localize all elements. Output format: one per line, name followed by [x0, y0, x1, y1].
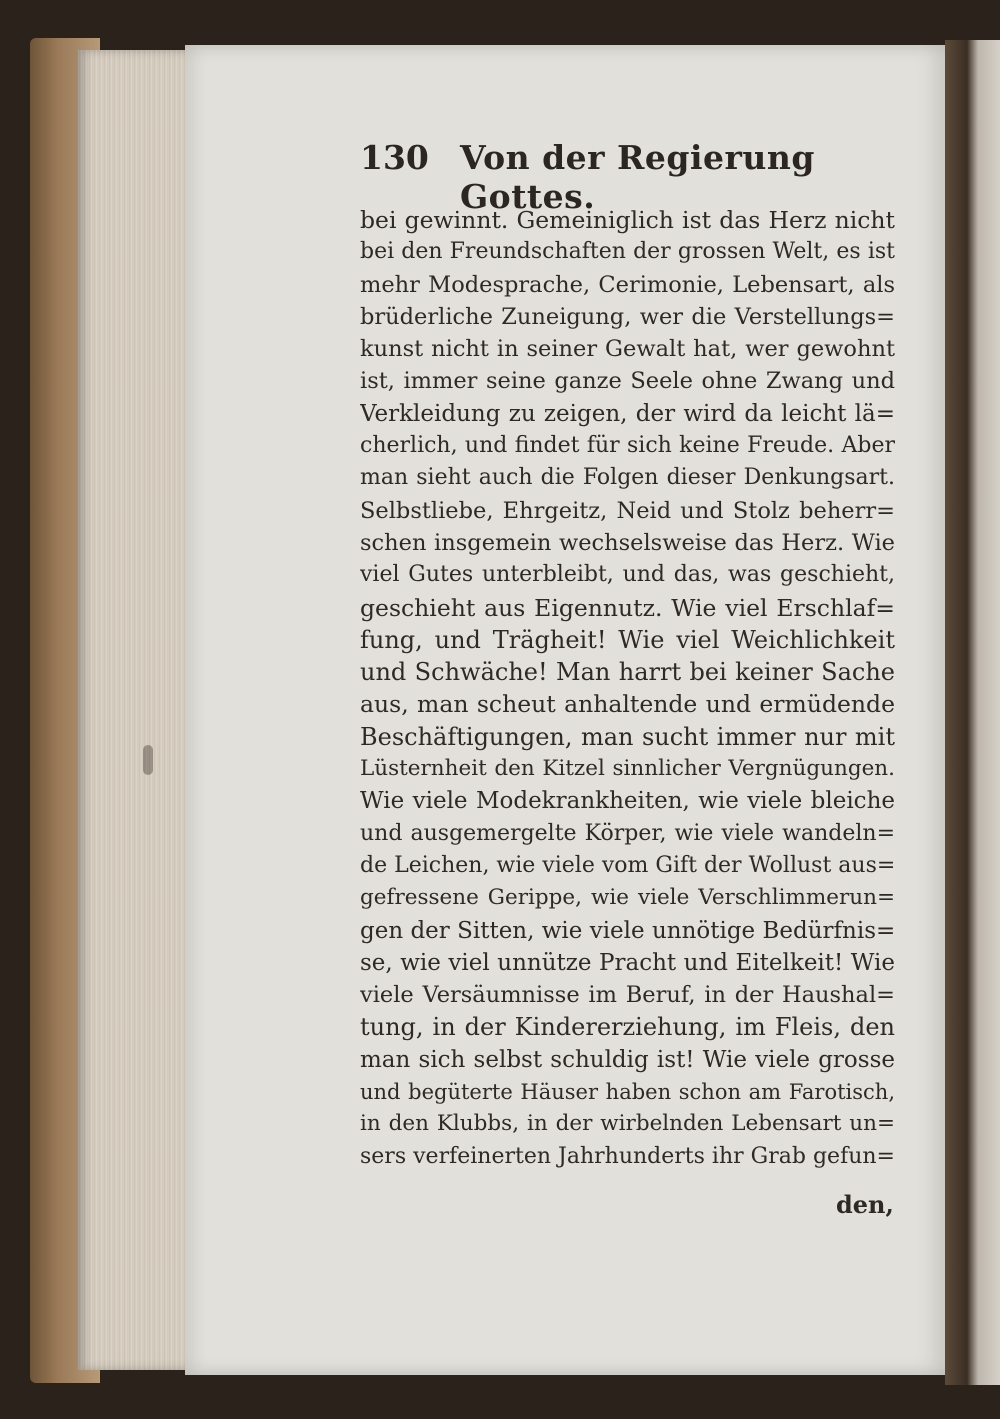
facing-page-gutter — [945, 40, 1000, 1385]
text-line: bei gewinnt. Gemeiniglich ist das Herz nicht — [360, 206, 895, 234]
text-line: se, wie viel unnütze Pracht und Eitelkeit! Wie — [360, 949, 895, 976]
page-header — [360, 138, 880, 216]
text-line: Beschäftigungen, man sucht immer nur mit — [360, 722, 895, 751]
text-line: kunst nicht in seiner Gewalt hat, wer gewohnt — [360, 336, 895, 363]
catchword: den, — [836, 1190, 894, 1219]
text-line: cherlich, und findet für sich keine Freude. Aber — [360, 433, 895, 459]
text-line: in den Klubbs, in der wirbelnden Lebensart un= — [360, 1111, 895, 1137]
page-stack-edges — [78, 50, 190, 1370]
text-line: sers verfeinerten Jahrhunderts ihr Grab gefun= — [360, 1143, 895, 1169]
page-number: 130 — [360, 138, 429, 177]
running-title: Von der Regierung Gottes. — [460, 138, 815, 216]
text-line: ist, immer seine ganze Seele ohne Zwang und — [360, 368, 895, 395]
text-line: Lüsternheit den Kitzel sinnlicher Vergnügungen. — [360, 756, 895, 782]
text-line: schen insgemein wechselsweise das Herz. Wie — [360, 529, 895, 556]
text-line: man sieht auch die Folgen dieser Denkungsart. — [360, 465, 895, 491]
text-line: de Leichen, wie viele vom Gift der Wollust aus= — [360, 852, 895, 878]
ink-smudge — [143, 745, 153, 775]
body-text — [360, 204, 895, 1173]
text-line: und Schwäche! Man harrt bei keiner Sache — [360, 658, 895, 687]
text-line: gefressene Gerippe, wie viele Verschlimmerun= — [360, 885, 895, 911]
text-line: brüderliche Zuneigung, wer die Verstellungs= — [360, 303, 895, 330]
text-line: Wie viele Modekrankheiten, wie viele bleiche — [360, 788, 895, 815]
text-line: aus, man scheut anhaltende und ermüdende — [360, 690, 895, 719]
text-line: bei den Freundschaften der grossen Welt, es ist — [360, 239, 895, 265]
text-line: viel Gutes unterbleibt, und das, was geschieht, — [360, 562, 895, 588]
text-line: geschieht aus Eigennutz. Wie viel Erschlaf= — [360, 593, 895, 622]
text-line: Verkleidung zu zeigen, der wird da leicht lä= — [360, 400, 895, 427]
text-line: und ausgemergelte Körper, wie viele wandeln= — [360, 820, 895, 846]
text-line: mehr Modesprache, Cerimonie, Lebensart, als — [360, 271, 895, 298]
text-line: und begüterte Häuser haben schon am Farotisch, — [360, 1080, 895, 1105]
text-line: Selbstliebe, Ehrgeitz, Neid und Stolz beherr= — [360, 497, 895, 524]
text-line: man sich selbst schuldig ist! Wie viele grosse — [360, 1046, 895, 1073]
text-line: tung, in der Kindererziehung, im Fleis, den — [360, 1013, 895, 1042]
text-line: viele Versäumnisse im Beruf, in der Haushal= — [360, 982, 895, 1009]
text-line: fung, und Trägheit! Wie viel Weichlichkeit — [360, 625, 895, 654]
text-line: gen der Sitten, wie viele unnötige Bedürfnis= — [360, 917, 895, 944]
